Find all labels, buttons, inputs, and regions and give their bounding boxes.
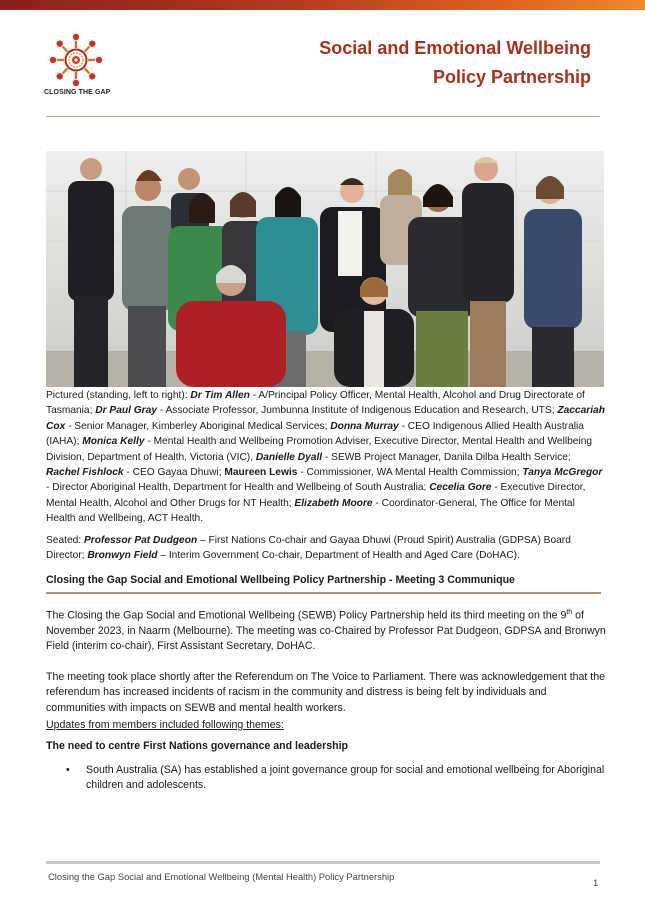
seated-person-role: – Interim Government Co-chair, Department of Health and Aged Care (DoHAC). <box>157 550 520 562</box>
person-name: Zaccariah Cox <box>46 405 605 432</box>
person-role: - Senior Manager, Kimberley Aboriginal Medical Services; <box>65 420 331 432</box>
top-accent-band <box>0 0 645 10</box>
bullet-icon: • <box>66 763 70 776</box>
person-name: Cecelia Gore <box>429 482 492 494</box>
person-role: - A/Principal Policy Officer, Mental Health, Alcohol and Drug Directorate of Tasmania; <box>46 390 585 417</box>
caption-lead: Pictured (standing, left to right): <box>46 390 191 401</box>
intro-text-b: of November 2023, in Naarm (Melbourne). The meeting was co-Chaired by Professor Pat Dudgeon, GDPSA and Bronwyn Field (interim co-chair), First Assistant Secretary, DoHAC. <box>46 609 606 653</box>
seated-caption <box>46 533 606 564</box>
person-name: Danielle Dyall <box>255 451 323 463</box>
person-role: - Associate Professor, Jumbunna Institute of Indigenous Education and Research, UTS; <box>156 405 558 417</box>
person-name: Elizabeth Moore <box>294 497 373 509</box>
communique-heading: Closing the Gap Social and Emotional Wellbeing Policy Partnership - Meeting 3 Communique <box>46 574 515 586</box>
seated-person-name: Bronwyn Field <box>87 550 158 562</box>
footer-divider <box>46 861 600 864</box>
person-role: - Executive Director, Mental Health, Alcohol and Other Drugs for NT Health; <box>46 482 586 509</box>
person-name: Maureen Lewis <box>224 467 298 479</box>
document-title <box>319 34 591 92</box>
person-name: Tanya McGregor <box>522 467 603 479</box>
theme-heading: The need to centre First Nations governance and leadership <box>46 740 348 753</box>
header-divider <box>46 116 600 117</box>
footer-text: Closing the Gap Social and Emotional Wellbeing (Mental Health) Policy Partnership <box>48 871 395 882</box>
standing-caption <box>46 388 606 527</box>
person-role: - SEWB Project Manager, Danila Dilba Health Service; <box>322 451 571 463</box>
updates-heading: Updates from members included following themes: <box>46 718 284 731</box>
title-line-1: Social and Emotional Wellbeing <box>319 38 591 58</box>
intro-paragraph <box>46 605 606 655</box>
person-role: - Coordinator-General, The Office for Mental Health and Wellbeing, ACT Health. <box>46 497 575 525</box>
title-line-2: Policy Partnership <box>432 67 591 87</box>
section-divider <box>46 592 601 594</box>
list-item <box>46 763 606 794</box>
person-role: - CEO Indigenous Allied Health Australia (IAHA); <box>46 420 584 448</box>
person-name: Dr Paul Gray <box>95 405 157 417</box>
intro-superscript: th <box>566 609 573 616</box>
seated-person-name: Professor Pat Dudgeon <box>83 534 198 546</box>
intro-text-a: The Closing the Gap Social and Emotional Wellbeing (SEWB) Policy Partnership held its third meeting on the 9 <box>46 609 567 622</box>
person-name: Monica Kelly <box>82 436 145 448</box>
photo-caption <box>46 388 606 563</box>
person-role: - CEO Gayaa Dhuwi; <box>123 467 225 479</box>
referendum-paragraph: The meeting took place shortly after the Referendum on The Voice to Parliament. There was acknowledgement that the referendum has increased incidents of racism in the community and distress is being felt by individuals and communities with impacts on SEWB and mental health workers. <box>46 670 606 714</box>
seated-lead: Seated: <box>46 534 84 546</box>
person-role: - Mental Health and Wellbeing Promotion Adviser, Executive Director, Mental Health and Wellbeing Division, Department of Health, Victoria (VIC), <box>46 436 593 463</box>
person-role: - Director Aboriginal Health, Department for Health and Wellbeing of South Australia; <box>46 482 430 494</box>
closing-the-gap-logo <box>44 32 111 98</box>
page-number: 1 <box>593 877 599 888</box>
person-role: - Commissioner, WA Mental Health Commission; <box>297 467 523 479</box>
communique-body <box>46 605 606 794</box>
theme-bullet-list <box>46 763 606 794</box>
person-name: Dr Tim Allen <box>190 390 250 401</box>
person-name: Rachel Fishlock <box>46 467 124 479</box>
group-photo <box>46 151 604 387</box>
seated-person-role: – First Nations Co-chair and Gayaa Dhuwi (Proud Spirit) Australia (GDPSA) Board Director; <box>46 534 571 562</box>
logo-emblem-icon <box>46 32 106 88</box>
person-name: Donna Murray <box>330 420 399 432</box>
logo-text: CLOSING THE GAP <box>44 89 111 96</box>
bullet-text: South Australia (SA) has established a joint governance group for social and emotional wellbeing for Aboriginal children and adolescents. <box>86 763 605 792</box>
